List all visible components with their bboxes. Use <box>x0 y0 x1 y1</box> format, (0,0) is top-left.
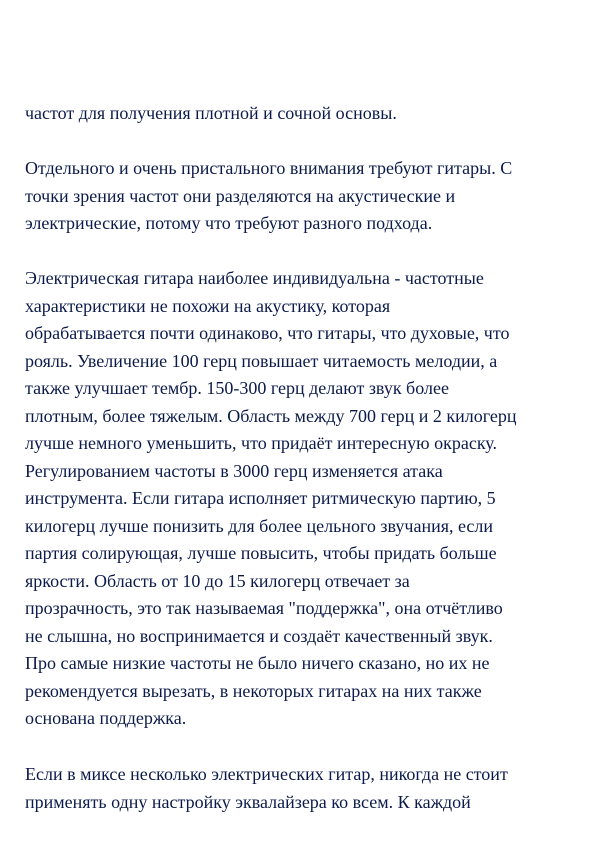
text-line: Отдельного и очень пристального внимания требуют гитары. С <box>25 158 513 178</box>
text-line: рекомендуется вырезать, в некоторых гитарах на них также <box>25 680 482 701</box>
text-line: Если в миксе несколько электрических гитар, никогда не стоит <box>25 764 508 784</box>
text-line: прозрачность, это так называемая "поддержка", она отчётливо <box>25 598 503 618</box>
text-line: частот для получения плотной и сочной основы. <box>25 103 397 123</box>
text-line: лучше немного уменьшить, что придаёт интересную окраску. <box>25 433 498 453</box>
text-line: плотным, более тяжелым. Область между 700 герц и 2 килогерц <box>25 405 517 426</box>
paragraph-guitars-intro <box>25 155 575 238</box>
paragraph-multiple-guitars <box>25 761 575 816</box>
text-line: партия солирующая, лучше повысить, чтобы придать больше <box>25 543 497 563</box>
text-line: применять одну настройку эквалайзера ко всем. К каждой <box>25 791 471 812</box>
text-line: точки зрения частот они разделяются на акустические и <box>25 185 456 206</box>
text-line: рояль. Увеличение 100 герц повышает читаемость мелодии, а <box>25 350 498 371</box>
text-line: инструмента. Если гитара исполняет ритмическую партию, 5 <box>25 488 496 508</box>
text-line: яркости. Область от 10 до 15 килогерц отвечает за <box>25 570 410 591</box>
text-line: Про самые низкие частоты не было ничего сказано, но их не <box>25 653 490 673</box>
text-line: Электрическая гитара наиболее индивидуальна - частотные <box>25 268 484 288</box>
text-line: также улучшает тембр. 150-300 герц делают звук более <box>25 378 449 398</box>
text-line: Регулированием частоты в 3000 герц изменяется атака <box>25 460 443 481</box>
text-line: электрические, потому что требуют разного подхода. <box>25 213 433 233</box>
text-line: характеристики не похожи на акустику, которая <box>25 295 391 316</box>
text-line: килогерц лучше понизить для более цельного звучания, если <box>25 515 494 536</box>
paragraph-continuation <box>25 100 575 128</box>
text-line: обрабатывается почти одинаково, что гитары, что духовые, что <box>25 323 510 343</box>
text-line: не слышна, но воспринимается и создаёт качественный звук. <box>25 625 493 646</box>
paragraph-electric-guitar <box>25 265 575 733</box>
text-line: основана поддержка. <box>25 708 187 728</box>
